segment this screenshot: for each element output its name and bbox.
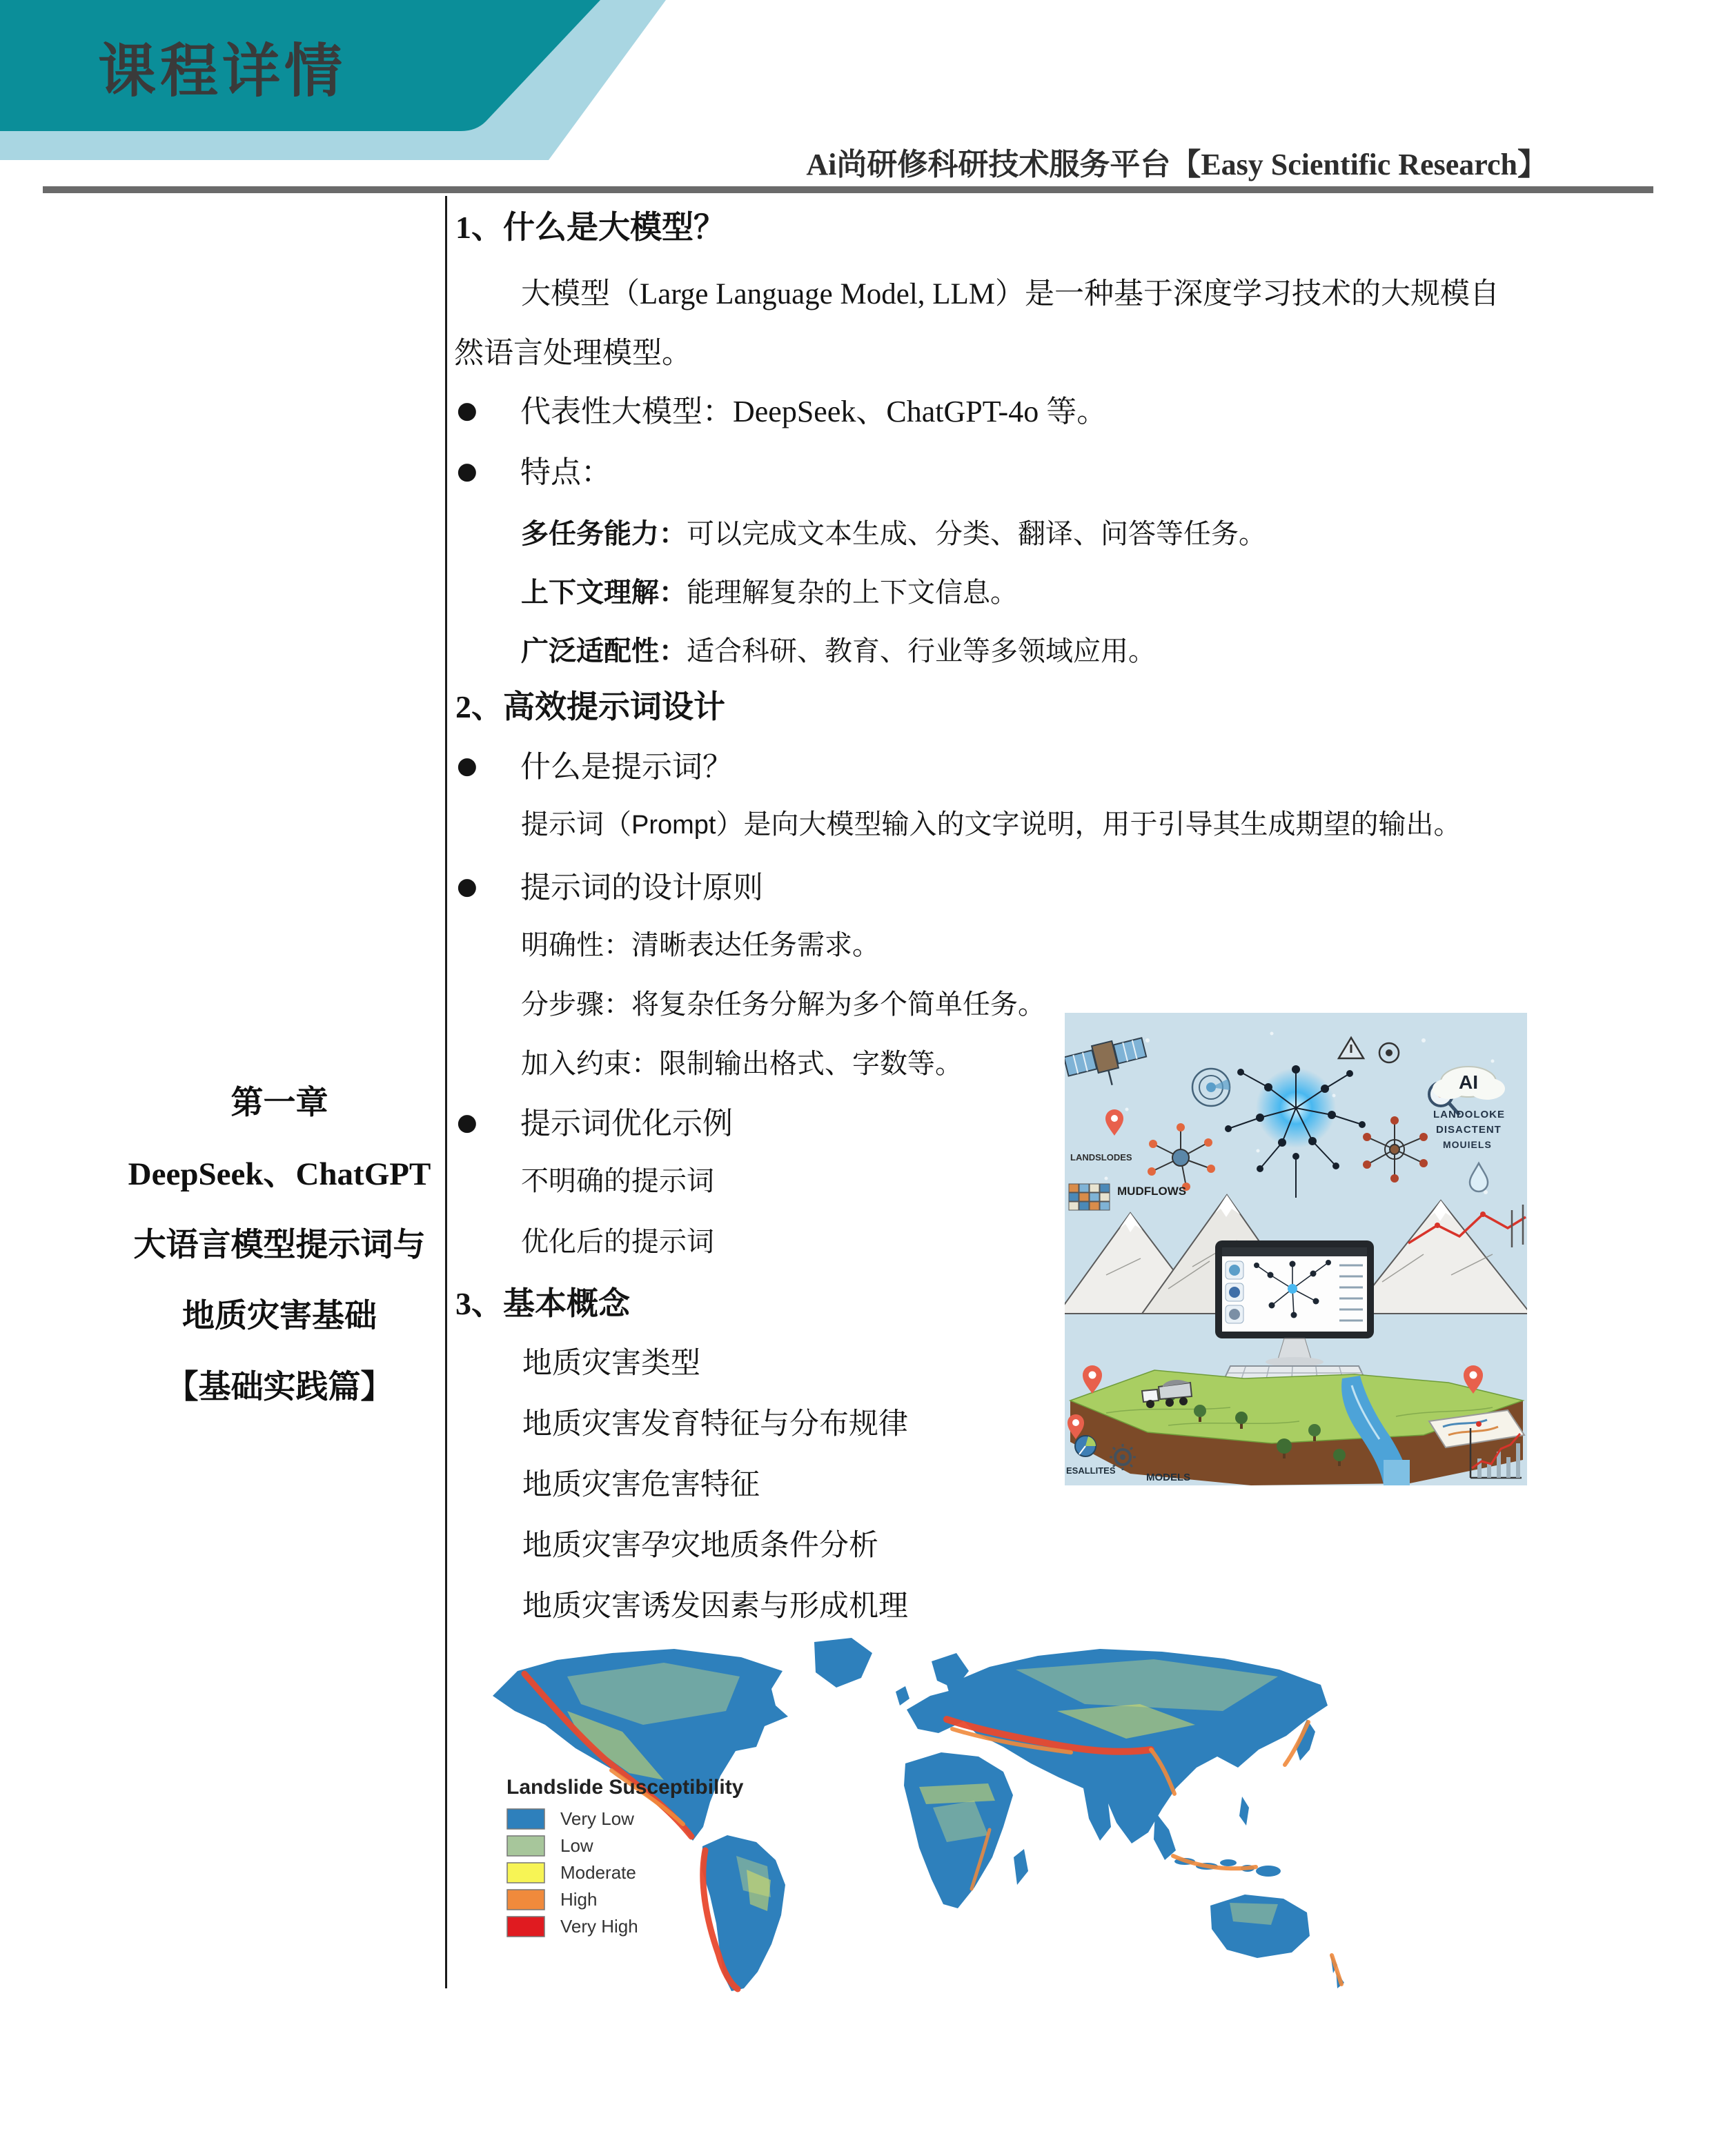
map-legend	[506, 1776, 743, 1942]
feature-context-text: 能理解复杂的上下文信息。	[687, 577, 1018, 608]
ai-cloud-label: AI	[1459, 1071, 1478, 1093]
section-1-heading: 1、什么是大模型？	[455, 210, 725, 245]
terrain-block	[1070, 1370, 1524, 1485]
concept-item-development: 地质灾害发育特征与分布规律	[522, 1408, 908, 1441]
example-optimized-prompt: 优化后的提示词	[521, 1226, 714, 1257]
prompt-en-word: Prompt	[631, 811, 716, 840]
feature-adaptability-lead: 广泛适配性：	[521, 635, 687, 666]
chapter-number: 第一章	[230, 1085, 328, 1121]
photo-strip-icon	[1069, 1184, 1110, 1210]
landslides-label: LANDSLODES	[1070, 1152, 1132, 1163]
legend-swatch-high	[507, 1890, 544, 1910]
legend-swatch-moderate	[507, 1863, 544, 1883]
chapter-topic-1: 大语言模型提示词与	[133, 1227, 426, 1263]
legend-row-low	[506, 1834, 743, 1857]
bullet-what-is-prompt-text: 什么是提示词？	[520, 750, 733, 784]
concept-item-conditions: 地质灾害孕灾地质条件分析	[522, 1530, 878, 1562]
chapter-topic-2: 地质灾害基础	[182, 1298, 377, 1334]
feature-context-lead: 上下文理解：	[521, 577, 687, 608]
bullet-representative-models	[457, 386, 1107, 431]
concept-item-types: 地质灾害类型	[522, 1347, 700, 1380]
llm-definition-line1: 大模型（Large Language Model, LLM）是一种基于深度学习技术的大规模自	[521, 278, 1500, 310]
principle-constraints: 加入约束：限制输出格式、字数等。	[521, 1048, 963, 1079]
principle-steps: 分步骤：将复杂任务分解为多个简单任务。	[521, 989, 1045, 1020]
bullet-optimization-example	[457, 1098, 733, 1143]
feature-adaptability	[521, 629, 1156, 669]
monitor-stand	[1278, 1338, 1311, 1359]
platform-subtitle: Ai尚研修科研技术服务平台【Easy Scientific Research】	[806, 148, 1548, 181]
prompt-definition	[521, 802, 1461, 842]
bullet-optimization-example-text: 提示词优化示例	[520, 1107, 733, 1140]
section-3-heading: 3、基本概念	[455, 1286, 630, 1321]
monitor-base	[1266, 1357, 1324, 1367]
legend-row-very-high	[506, 1915, 743, 1937]
bullet-icon: ●	[457, 457, 478, 485]
legend-row-very-low	[506, 1808, 743, 1830]
prompt-definition-pre: 提示词（	[521, 809, 631, 840]
header-rule	[43, 186, 1653, 193]
legend-label-very-low: Very Low	[560, 1808, 634, 1829]
prompt-definition-post: ）是向大模型输入的文字说明，用于引导其生成期望的输出。	[716, 809, 1462, 840]
right-label-1: LANDOLOKE	[1433, 1109, 1505, 1120]
section-2-heading: 2、高效提示词设计	[455, 689, 725, 724]
bullet-icon: ●	[457, 397, 478, 424]
legend-label-low: Low	[560, 1834, 593, 1856]
llm-definition-line2: 然语言处理模型。	[454, 337, 691, 370]
feature-context	[521, 571, 1018, 610]
chapter-models: DeepSeek、ChatGPT	[128, 1156, 431, 1192]
feature-adaptability-text: 适合科研、教育、行业等多领域应用。	[687, 635, 1156, 666]
bullet-icon: ●	[457, 873, 478, 900]
legend-swatch-very-high	[507, 1917, 544, 1937]
legend-swatch-low	[507, 1836, 544, 1856]
legend-row-high	[506, 1888, 743, 1910]
chapter-cell	[59, 1068, 500, 1423]
landslide-susceptibility-map	[464, 1628, 1375, 2004]
concept-item-mechanisms: 地质灾害诱发因素与形成机理	[522, 1590, 908, 1623]
right-label-2: DISACTENT	[1436, 1124, 1502, 1136]
bullet-icon: ●	[457, 1109, 478, 1136]
legend-label-very-high: Very High	[560, 1915, 638, 1937]
bullet-features-text: 特点：	[520, 455, 611, 489]
legend-title: Landslide Susceptibility	[506, 1776, 744, 1799]
legend-row-moderate	[506, 1861, 743, 1883]
bullet-representative-models-text: 代表性大模型：DeepSeek、ChatGPT-4o 等。	[520, 395, 1108, 428]
bullet-what-is-prompt	[457, 742, 733, 786]
ai-illustration-image	[1065, 1013, 1527, 1485]
bullet-design-principles	[457, 862, 763, 907]
legend-swatch-very-low	[507, 1809, 544, 1829]
legend-label-moderate: Moderate	[560, 1861, 636, 1883]
mudflows-label: MUDFLOWS	[1117, 1185, 1187, 1198]
chapter-tag: 【基础实践篇】	[166, 1369, 393, 1405]
page-title: 课程详情	[98, 39, 347, 103]
models-label: MODELS	[1146, 1472, 1191, 1483]
example-unclear-prompt: 不明确的提示词	[521, 1165, 714, 1196]
legend-label-high: High	[560, 1888, 598, 1910]
feature-multitask	[521, 512, 1266, 551]
feature-multitask-lead: 多任务能力：	[521, 518, 687, 549]
bullet-icon: ●	[457, 752, 478, 780]
screen-sidebar-icons	[1226, 1261, 1243, 1323]
pie-chart-icon	[1075, 1436, 1096, 1456]
satellites-label: ESALLITES	[1066, 1465, 1116, 1476]
bullet-features	[457, 447, 611, 491]
concept-item-hazard: 地质灾害危害特征	[522, 1469, 760, 1501]
waterfall	[1384, 1460, 1410, 1485]
feature-multitask-text: 可以完成文本生成、分类、翻译、问答等任务。	[687, 518, 1266, 549]
right-label-3: MOUIELS	[1443, 1139, 1492, 1150]
principle-clarity: 明确性：清晰表达任务需求。	[521, 929, 880, 960]
bullet-design-principles-text: 提示词的设计原则	[520, 871, 763, 904]
